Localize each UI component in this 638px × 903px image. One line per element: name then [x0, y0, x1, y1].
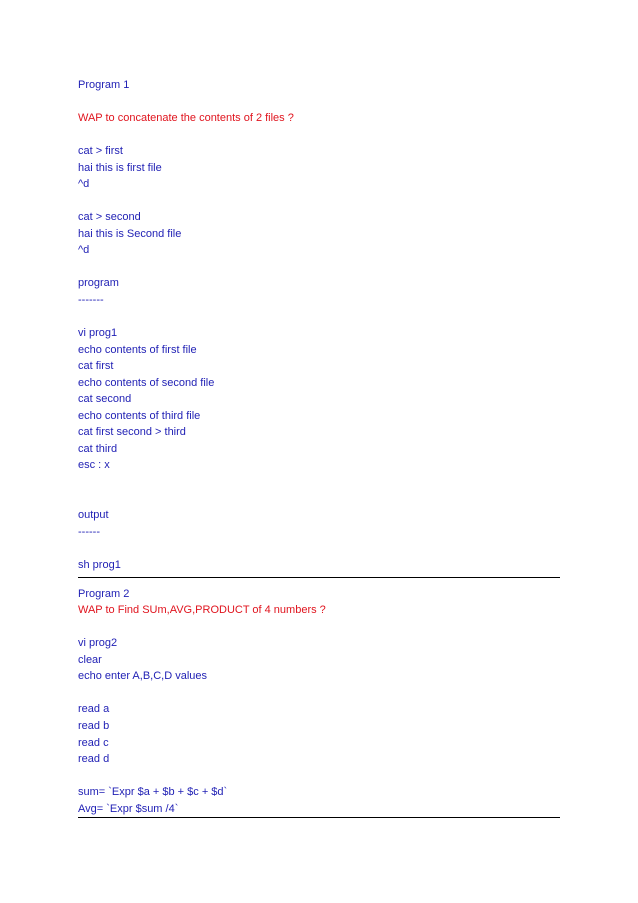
- program2-task: WAP to Find SUm,AVG,PRODUCT of 4 numbers ?: [78, 604, 326, 616]
- setup-line-3: echo enter A,B,C,D values: [78, 670, 208, 682]
- create-second-line-2: hai this is Second file: [78, 228, 182, 240]
- create-first-line-2: hai this is first file: [78, 162, 162, 174]
- calc-line-2: Avg= `Expr $sum /4`: [78, 803, 179, 815]
- program-label: program: [78, 277, 119, 289]
- read-line-2: read b: [78, 720, 110, 732]
- read-line-3: read c: [78, 737, 109, 749]
- section-divider: [78, 577, 560, 578]
- read-line-1: read a: [78, 703, 110, 715]
- code-line-2: echo contents of first file: [78, 344, 197, 356]
- code-line-4: echo contents of second file: [78, 377, 215, 389]
- code-line-8: cat third: [78, 443, 118, 455]
- program1-heading: Program 1: [78, 79, 130, 91]
- create-second-line-3: ^d: [78, 244, 90, 256]
- code-line-9: esc : x: [78, 459, 110, 471]
- output-underline: ------: [78, 526, 100, 538]
- calc-line-1: sum= `Expr $a + $b + $c + $d`: [78, 786, 228, 798]
- read-line-4: read d: [78, 753, 110, 765]
- output-label: output: [78, 509, 109, 521]
- run-command: sh prog1: [78, 559, 121, 571]
- create-first-line-3: ^d: [78, 178, 90, 190]
- code-line-7: cat first second > third: [78, 426, 186, 438]
- code-line-5: cat second: [78, 393, 132, 405]
- program-underline: -------: [78, 294, 104, 306]
- program2-heading: Program 2: [78, 588, 130, 600]
- create-second-line-1: cat > second: [78, 211, 141, 223]
- create-first-line-1: cat > first: [78, 145, 123, 157]
- setup-line-2: clear: [78, 654, 102, 666]
- bottom-divider: [78, 817, 560, 818]
- code-line-1: vi prog1: [78, 327, 118, 339]
- code-line-6: echo contents of third file: [78, 410, 201, 422]
- program1-task: WAP to concatenate the contents of 2 files ?: [78, 112, 294, 124]
- setup-line-1: vi prog2: [78, 637, 118, 649]
- code-line-3: cat first: [78, 360, 114, 372]
